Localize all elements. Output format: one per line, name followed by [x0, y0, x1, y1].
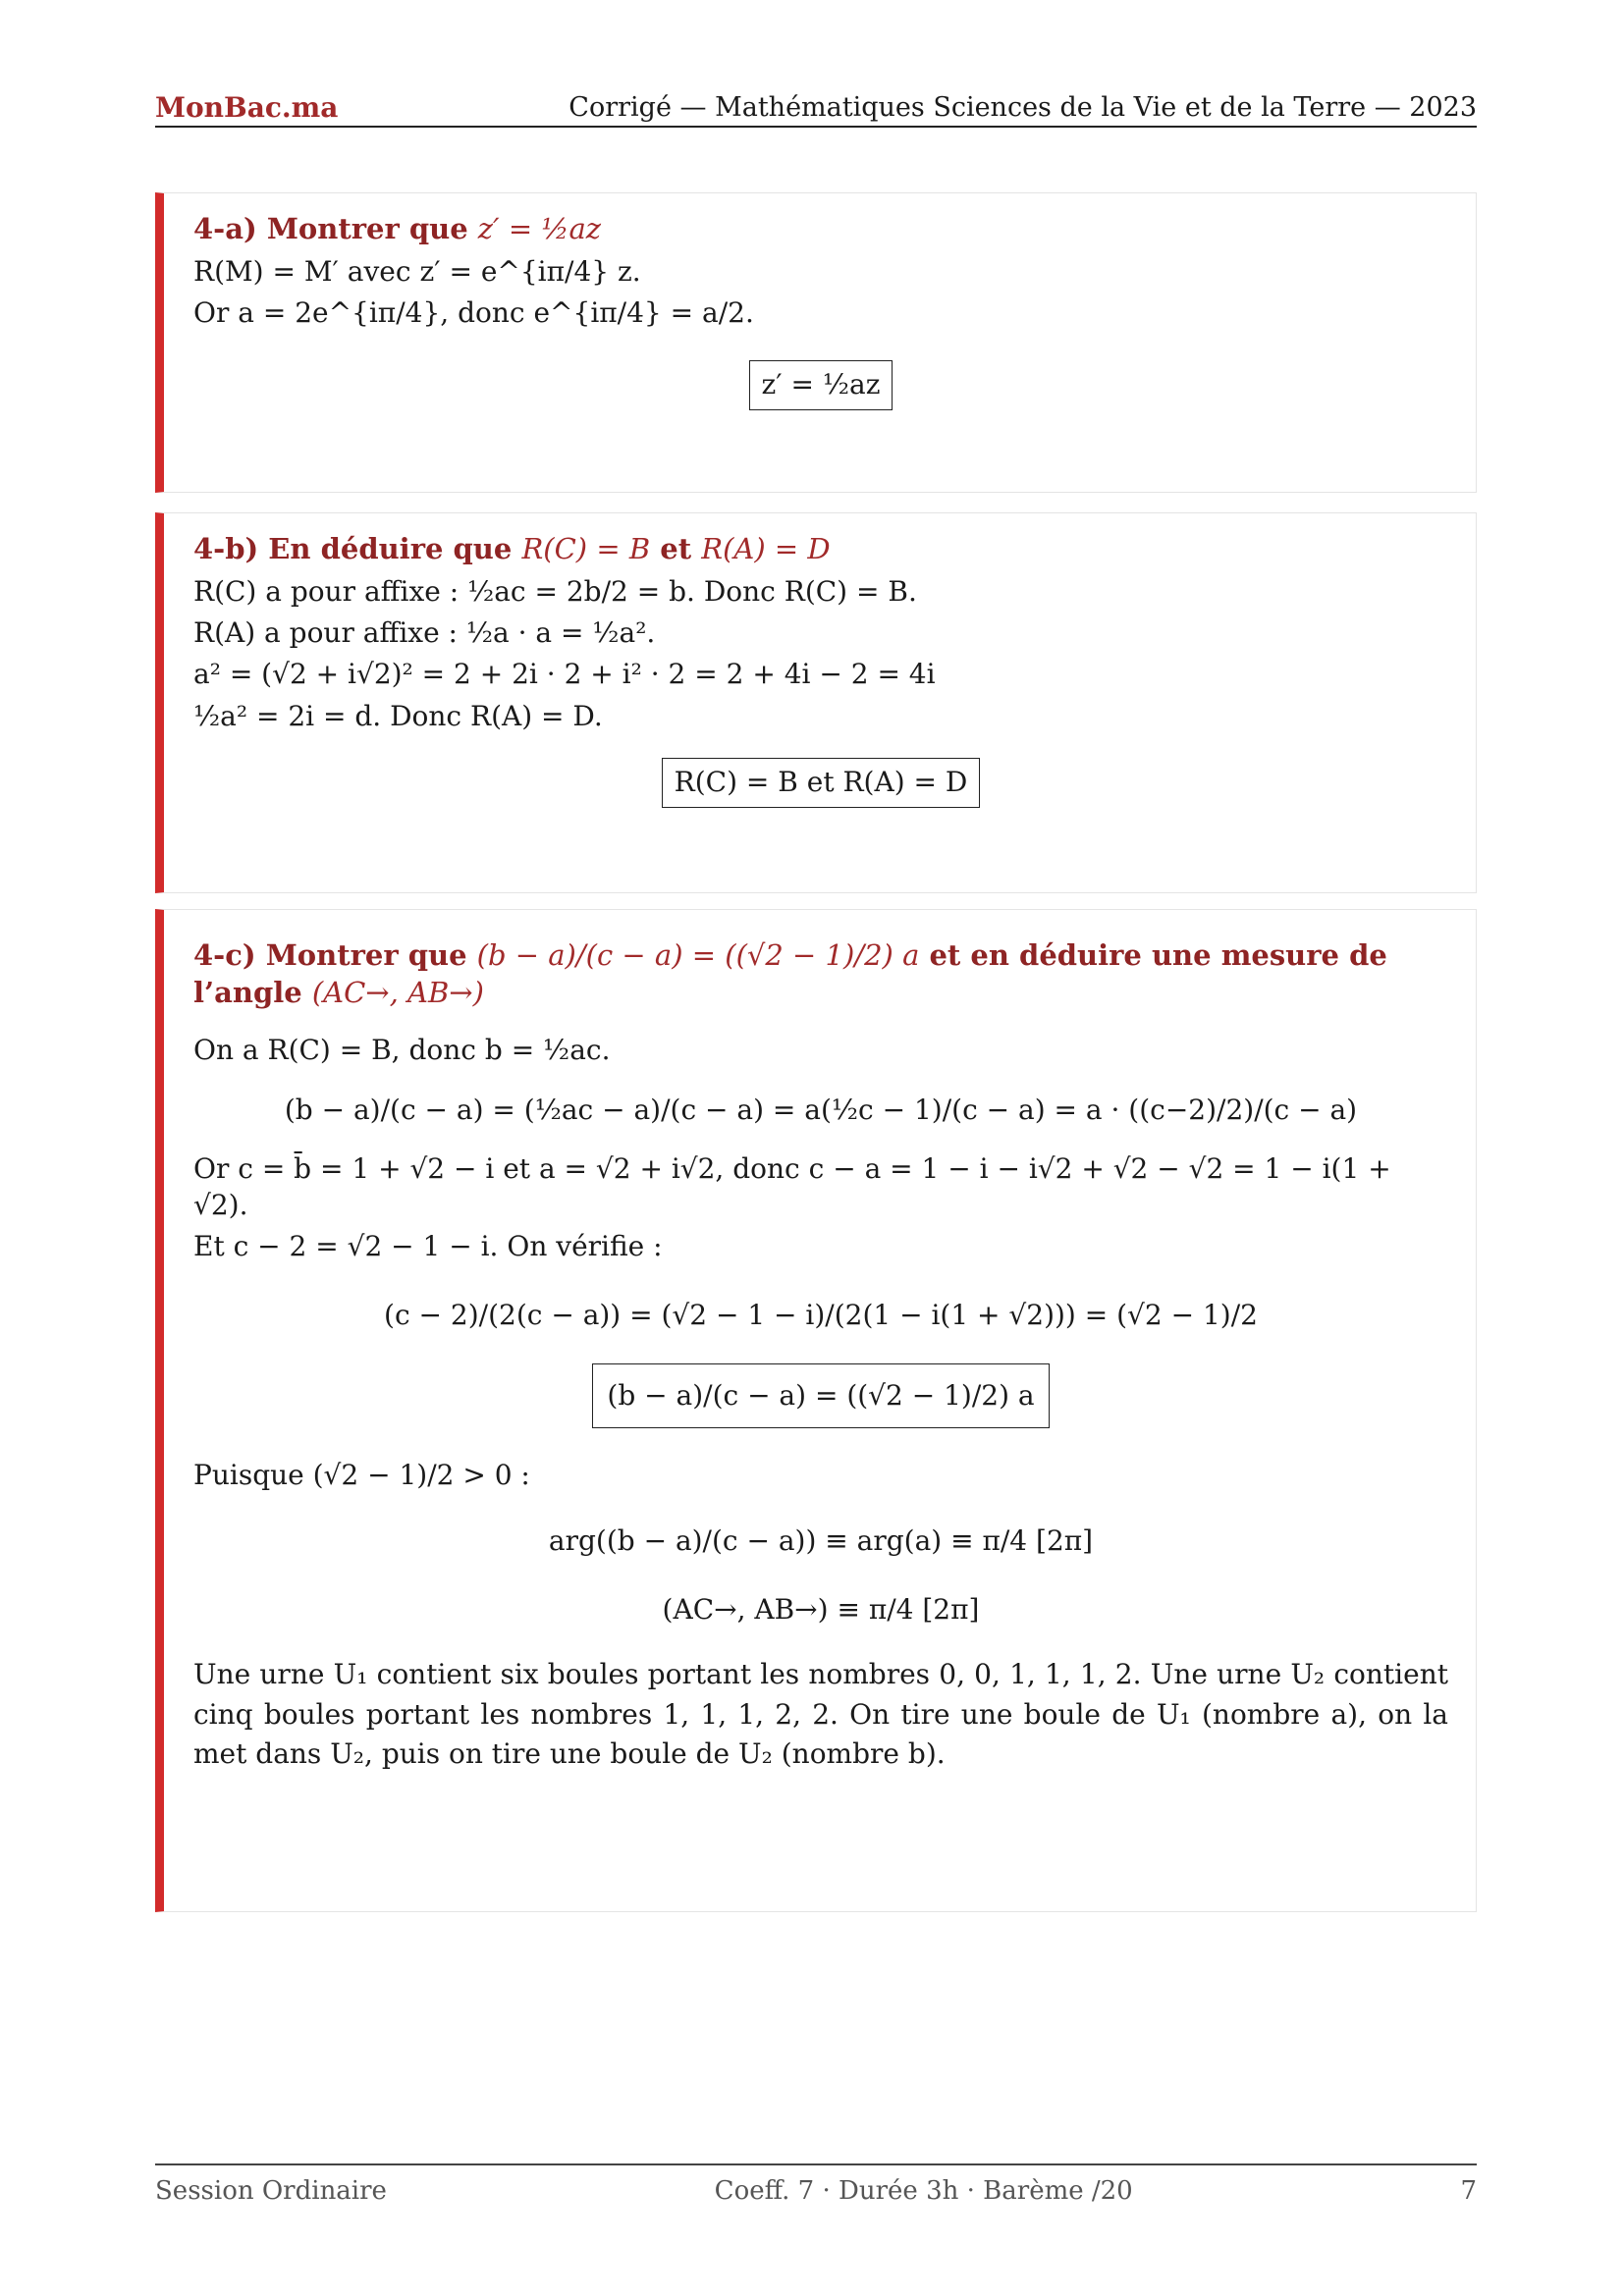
- title-math-2: R(A) = D: [701, 532, 831, 565]
- section-4c: [155, 909, 1477, 1912]
- q4c-eq2: (c − 2)/(2(c − a)) = (√2 − 1 − i)/(2(1 − i(1 + √2))) = (√2 − 1)/2: [384, 1299, 1258, 1332]
- title-math-1: R(C) = B: [521, 532, 651, 565]
- title-math: (b − a)/(c − a) = ((√2 − 1)/2) a: [476, 938, 920, 972]
- title-angle: (AC→, AB→): [311, 975, 484, 1009]
- page-header: [155, 90, 1477, 128]
- result-box: (b − a)/(c − a) = ((√2 − 1)/2) a: [592, 1363, 1049, 1428]
- section-4a-title: [193, 211, 1448, 248]
- section-4b: [155, 512, 1477, 893]
- q4c-line3: Et c − 2 = √2 − 1 − i. On vérifie :: [193, 1229, 663, 1262]
- q4b-line1: R(C) a pour affixe : ½ac = 2b/2 = b. Donc R(C) = B.: [193, 574, 917, 608]
- q4c-line1: On a R(C) = B, donc b = ½ac.: [193, 1034, 611, 1067]
- title-label: 4-a) Montrer que: [193, 212, 468, 245]
- q4b-line3: a² = (√2 + i√2)² = 2 + 2i · 2 + i² · 2 = 2 + 4i − 2 = 4i: [193, 658, 936, 691]
- q4c-eq1: (b − a)/(c − a) = (½ac − a)/(c − a) = a(½c − 1)/(c − a) = a · ((c−2)/2)/(c − a): [284, 1093, 1358, 1126]
- page-number: 7: [1460, 2176, 1477, 2206]
- q4b-line4: ½a² = 2i = d. Donc R(A) = D.: [193, 699, 603, 732]
- result-box: z′ = ½az: [749, 360, 893, 409]
- problem-paragraph: Une urne U₁ contient six boules portant les nombres 0, 0, 1, 1, 1, 2. Une urne U₂ contient cinq boules portant les nombres 1, 1, 1, 2, 2. On tire une boule de U₁ (nombre a), on la met dans U₂, puis on tire une boule de U₂ (nombre b).: [193, 1658, 1448, 1771]
- title-label: 4-b) En déduire que: [193, 532, 513, 565]
- title-math: z′ = ½az: [477, 212, 602, 245]
- section-4a: [155, 192, 1477, 493]
- q4c-puisque: Puisque (√2 − 1)/2 > 0 :: [193, 1459, 530, 1492]
- page-footer: [155, 2163, 1477, 2209]
- result-box: R(C) = B et R(A) = D: [662, 758, 981, 807]
- title-et: et: [660, 532, 692, 565]
- q4a-line2: Or a = 2e^{iπ/4}, donc e^{iπ/4} = a/2.: [193, 296, 754, 330]
- section-4b-title: [193, 531, 1448, 568]
- title-rest: et en déduire une mesure de l’angle: [193, 938, 1387, 1009]
- header-title: Corrigé — Mathématiques Sciences de la Vie et de la Terre — 2023: [568, 92, 1477, 123]
- brand-logo[interactable]: MonBac.ma: [155, 91, 339, 124]
- q4b-line2: R(A) a pour affixe : ½a · a = ½a².: [193, 616, 656, 650]
- q4c-eq3: arg((b − a)/(c − a)) ≡ arg(a) ≡ π/4 [2π]: [548, 1523, 1094, 1557]
- q4c-eq4: (AC→, AB→) ≡ π/4 [2π]: [662, 1592, 980, 1626]
- title-label: 4-c) Montrer que: [193, 938, 467, 972]
- section-4c-title: [193, 937, 1448, 1011]
- footer-coeff: Coeff. 7 · Durée 3h · Barème /20: [714, 2176, 1133, 2206]
- q4c-line2: Or c = b̄ = 1 + √2 − i et a = √2 + i√2, donc c − a = 1 − i − i√2 + √2 − √2 = 1 − i(1 + √2).: [193, 1152, 1391, 1221]
- q4a-line1: R(M) = M′ avec z′ = e^{iπ/4} z.: [193, 254, 641, 288]
- footer-session: Session Ordinaire: [155, 2176, 387, 2206]
